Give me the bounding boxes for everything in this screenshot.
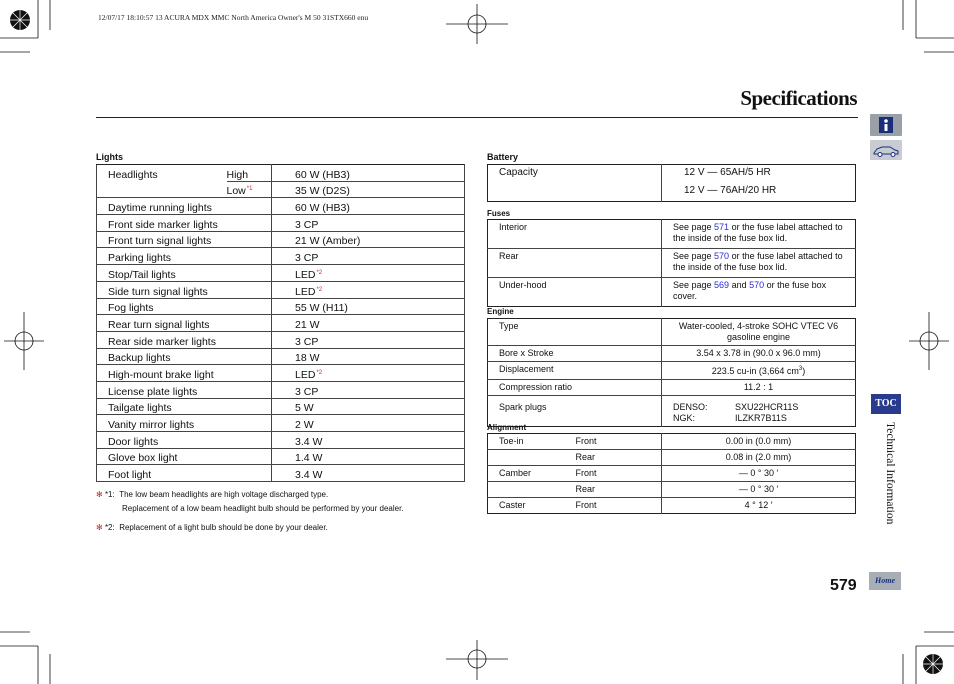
footnote-mark: *2:: [104, 523, 115, 532]
light-value: [272, 348, 465, 365]
engine-table: [487, 318, 856, 427]
light-name: Foot light: [108, 469, 152, 482]
spark-part: SXU22HCR11S: [735, 402, 799, 412]
fuse-reference: [662, 278, 856, 307]
light-name: Daytime running lights: [108, 202, 212, 215]
lights-row: [97, 448, 465, 465]
light-name: Tailgate lights: [108, 402, 172, 415]
light-name: Vanity mirror lights: [108, 419, 195, 431]
light-name: Backup lights: [108, 352, 171, 365]
alignment-label: [488, 450, 563, 466]
light-value: [272, 265, 465, 282]
lights-row: [97, 281, 465, 298]
fuse-ref-text: or the fuse box cover.: [673, 280, 827, 301]
engine-type-label: Type: [499, 321, 519, 331]
spark-part: ILZKR7B11S: [735, 413, 787, 423]
lights-row: [97, 465, 465, 482]
light-value: [272, 381, 465, 398]
lights-row: [97, 432, 465, 449]
fuses-table: [487, 219, 856, 307]
light-value: [272, 448, 465, 465]
footnote-2: [96, 521, 476, 535]
light-value-text: 21 W: [295, 318, 320, 331]
lights-row: [97, 165, 465, 182]
light-value-text: 60 W (HB3): [295, 202, 350, 215]
car-icon: [870, 140, 902, 160]
lights-row: [97, 365, 465, 382]
battery-capacity-value: 12 V — 76AH/20 HR: [684, 185, 777, 196]
alignment-value: 0.08 in (2.0 mm): [662, 450, 856, 466]
fuse-row: [488, 249, 856, 278]
light-name: Glove box light: [108, 452, 178, 465]
battery-capacity-value: 12 V — 65AH/5 HR: [684, 167, 771, 178]
alignment-row: [488, 434, 856, 450]
page-title: Specifications: [740, 86, 857, 110]
light-value-text: 21 W (Amber): [295, 235, 361, 248]
lights-row: [97, 398, 465, 415]
fuse-row: [488, 220, 856, 249]
light-value-text: 55 W (H11): [295, 302, 348, 315]
fuse-ref-text: or the fuse label attached to the inside of the fuse box lid.: [673, 251, 843, 272]
light-value-text: LED: [295, 368, 316, 381]
note-star-icon: ✻: [96, 490, 103, 499]
light-name: Rear side marker lights: [108, 335, 216, 348]
alignment-value: 4 ° 12 ′: [662, 498, 856, 514]
page-link[interactable]: 570: [749, 280, 765, 290]
footnote-mark: *1:: [104, 490, 115, 499]
light-value-text: 60 W (HB3): [295, 168, 350, 181]
light-subtype: [227, 181, 272, 198]
fuse-location: Interior: [499, 222, 528, 232]
page-link[interactable]: 571: [714, 222, 730, 232]
fuse-ref-text: See page: [673, 251, 715, 261]
footnote-1: [96, 488, 476, 516]
fuse-location: Rear: [499, 251, 519, 261]
light-name: Stop/Tail lights: [108, 268, 176, 281]
print-header: 12/07/17 18:10:57 13 ACURA MDX MMC North America Owner's M 50 31STX660 enu: [98, 13, 369, 22]
fuse-ref-text: See page: [673, 222, 715, 232]
alignment-value: — 0 ° 30 ′: [662, 466, 856, 482]
title-rule: [96, 117, 858, 118]
light-value-text: 3 CP: [295, 218, 319, 231]
alignment-value: — 0 ° 30 ′: [662, 482, 856, 498]
toc-button[interactable]: TOC: [871, 394, 901, 414]
engine-displacement-value: [662, 362, 856, 380]
fuse-row: [488, 278, 856, 307]
lights-row: [97, 231, 465, 248]
engine-compression-value: 11.2 : 1: [662, 380, 856, 396]
alignment-table: [487, 433, 856, 514]
footnote-text: Replacement of a light bulb should be done by your dealer.: [119, 523, 328, 532]
car-tab[interactable]: [870, 140, 902, 160]
alignment-row: [488, 482, 856, 498]
light-value: [272, 331, 465, 348]
light-value-text: LED: [295, 285, 316, 298]
engine-bore-value: 3.54 x 3.78 in (90.0 x 96.0 mm): [662, 346, 856, 362]
light-value: [272, 365, 465, 382]
displacement-end: ): [802, 366, 806, 376]
alignment-position: Rear: [575, 484, 596, 494]
alignment-section-title: Alignment: [487, 423, 527, 432]
spark-plugs-label: Spark plugs: [499, 402, 547, 412]
home-button[interactable]: Home: [869, 572, 901, 590]
light-name: Rear turn signal lights: [108, 318, 210, 331]
lights-row: [97, 215, 465, 232]
lights-row: [97, 265, 465, 282]
fuse-ref-text: or the fuse label attached to the inside of the fuse box lid.: [673, 222, 843, 243]
light-name: Side turn signal lights: [108, 285, 208, 298]
light-value: [272, 465, 465, 482]
note-ref: *2: [316, 269, 323, 276]
page-link[interactable]: 569: [714, 280, 730, 290]
lights-table: [96, 164, 465, 482]
light-name: Front side marker lights: [108, 218, 218, 231]
light-name: High-mount brake light: [108, 368, 214, 381]
lights-row: [97, 181, 465, 198]
alignment-label: Camber: [499, 468, 532, 478]
fuse-reference: [662, 220, 856, 249]
light-subtype: [227, 165, 272, 182]
light-value-text: 3 CP: [295, 335, 319, 348]
light-value: [272, 398, 465, 415]
alignment-position: Front: [575, 436, 597, 446]
alignment-row: [488, 498, 856, 514]
lights-row: [97, 331, 465, 348]
lights-row: [97, 198, 465, 215]
battery-capacity-label: Capacity: [499, 167, 538, 178]
page-number: 579: [830, 577, 857, 594]
alignment-row: [488, 450, 856, 466]
lights-row: [97, 298, 465, 315]
footnote-text: Replacement of a low beam headlight bulb should be performed by your dealer.: [122, 504, 404, 513]
alignment-position: Rear: [575, 452, 596, 462]
alignment-label: Toe-in: [499, 436, 524, 446]
light-name: Parking lights: [108, 252, 172, 265]
engine-section-title: Engine: [487, 307, 514, 316]
info-tab[interactable]: [870, 114, 902, 136]
lights-row: [97, 415, 465, 432]
fuses-section-title: Fuses: [487, 209, 511, 218]
side-tab-text: Technical Information: [884, 422, 896, 525]
alignment-position: Front: [575, 500, 597, 510]
light-value: [272, 198, 465, 215]
light-value: [272, 248, 465, 265]
light-value-text: 3 CP: [295, 385, 319, 398]
note-ref: *2: [316, 369, 323, 376]
light-value: [272, 215, 465, 232]
engine-compression-label: Compression ratio: [499, 382, 573, 392]
alignment-label: Caster: [499, 500, 526, 510]
spark-brand: NGK:: [673, 413, 696, 423]
light-name: [97, 181, 227, 198]
alignment-row: [488, 466, 856, 482]
light-subtype-text: Low: [226, 185, 246, 198]
light-value: [272, 231, 465, 248]
fuse-location: Under-hood: [499, 280, 547, 290]
light-value-text: 1.4 W: [295, 452, 323, 465]
lights-row: [97, 248, 465, 265]
light-name: License plate lights: [108, 385, 198, 398]
engine-type-value: Water-cooled, 4-stroke SOHC VTEC V6 gasoline engine: [662, 319, 856, 346]
note-ref: *1: [246, 186, 253, 193]
light-value: [272, 298, 465, 315]
battery-section-title: Battery: [487, 152, 519, 162]
battery-table: [487, 164, 856, 202]
fuse-reference: [662, 249, 856, 278]
light-value-text: 3.4 W: [295, 469, 323, 482]
light-value: [272, 432, 465, 449]
note-star-icon: ✻: [96, 523, 103, 532]
lights-row: [97, 348, 465, 365]
light-value-text: 18 W: [295, 352, 320, 365]
light-name: Headlights: [108, 169, 158, 182]
note-ref: *2: [316, 286, 323, 293]
light-value-text: 5 W: [295, 402, 314, 415]
engine-displacement-label: Displacement: [499, 364, 554, 374]
light-value-text: 3 CP: [295, 252, 319, 265]
info-icon: [870, 114, 902, 136]
light-value: [272, 165, 465, 182]
displacement-text: 223.5 cu-in (3,664 cm: [711, 366, 799, 376]
alignment-label: [488, 482, 563, 498]
lights-row: [97, 315, 465, 332]
light-value: [272, 415, 465, 432]
alignment-position: Front: [575, 468, 597, 478]
spark-brand: DENSO:: [673, 402, 708, 412]
footnote-text: The low beam headlights are high voltage discharged type.: [119, 490, 329, 499]
light-value: [272, 315, 465, 332]
displacement-sup: 3: [798, 366, 803, 372]
light-value-text: 35 W (D2S): [295, 185, 350, 198]
light-value: [272, 281, 465, 298]
fuse-ref-text: and: [729, 280, 750, 290]
lights-section-title: Lights: [96, 152, 123, 162]
light-value-text: 2 W: [295, 419, 314, 431]
fuse-ref-text: See page: [673, 280, 715, 290]
light-value-text: 3.4 W: [295, 435, 323, 448]
light-value: [272, 181, 465, 198]
light-value-text: LED: [295, 268, 316, 281]
engine-bore-label: Bore x Stroke: [499, 348, 554, 358]
light-subtype-text: High: [226, 168, 249, 181]
light-name: Fog lights: [108, 302, 154, 315]
light-name: Front turn signal lights: [108, 235, 212, 248]
light-name: Door lights: [108, 435, 159, 448]
alignment-value: 0.00 in (0.0 mm): [662, 434, 856, 450]
page-link[interactable]: 570: [714, 251, 730, 261]
lights-row: [97, 381, 465, 398]
